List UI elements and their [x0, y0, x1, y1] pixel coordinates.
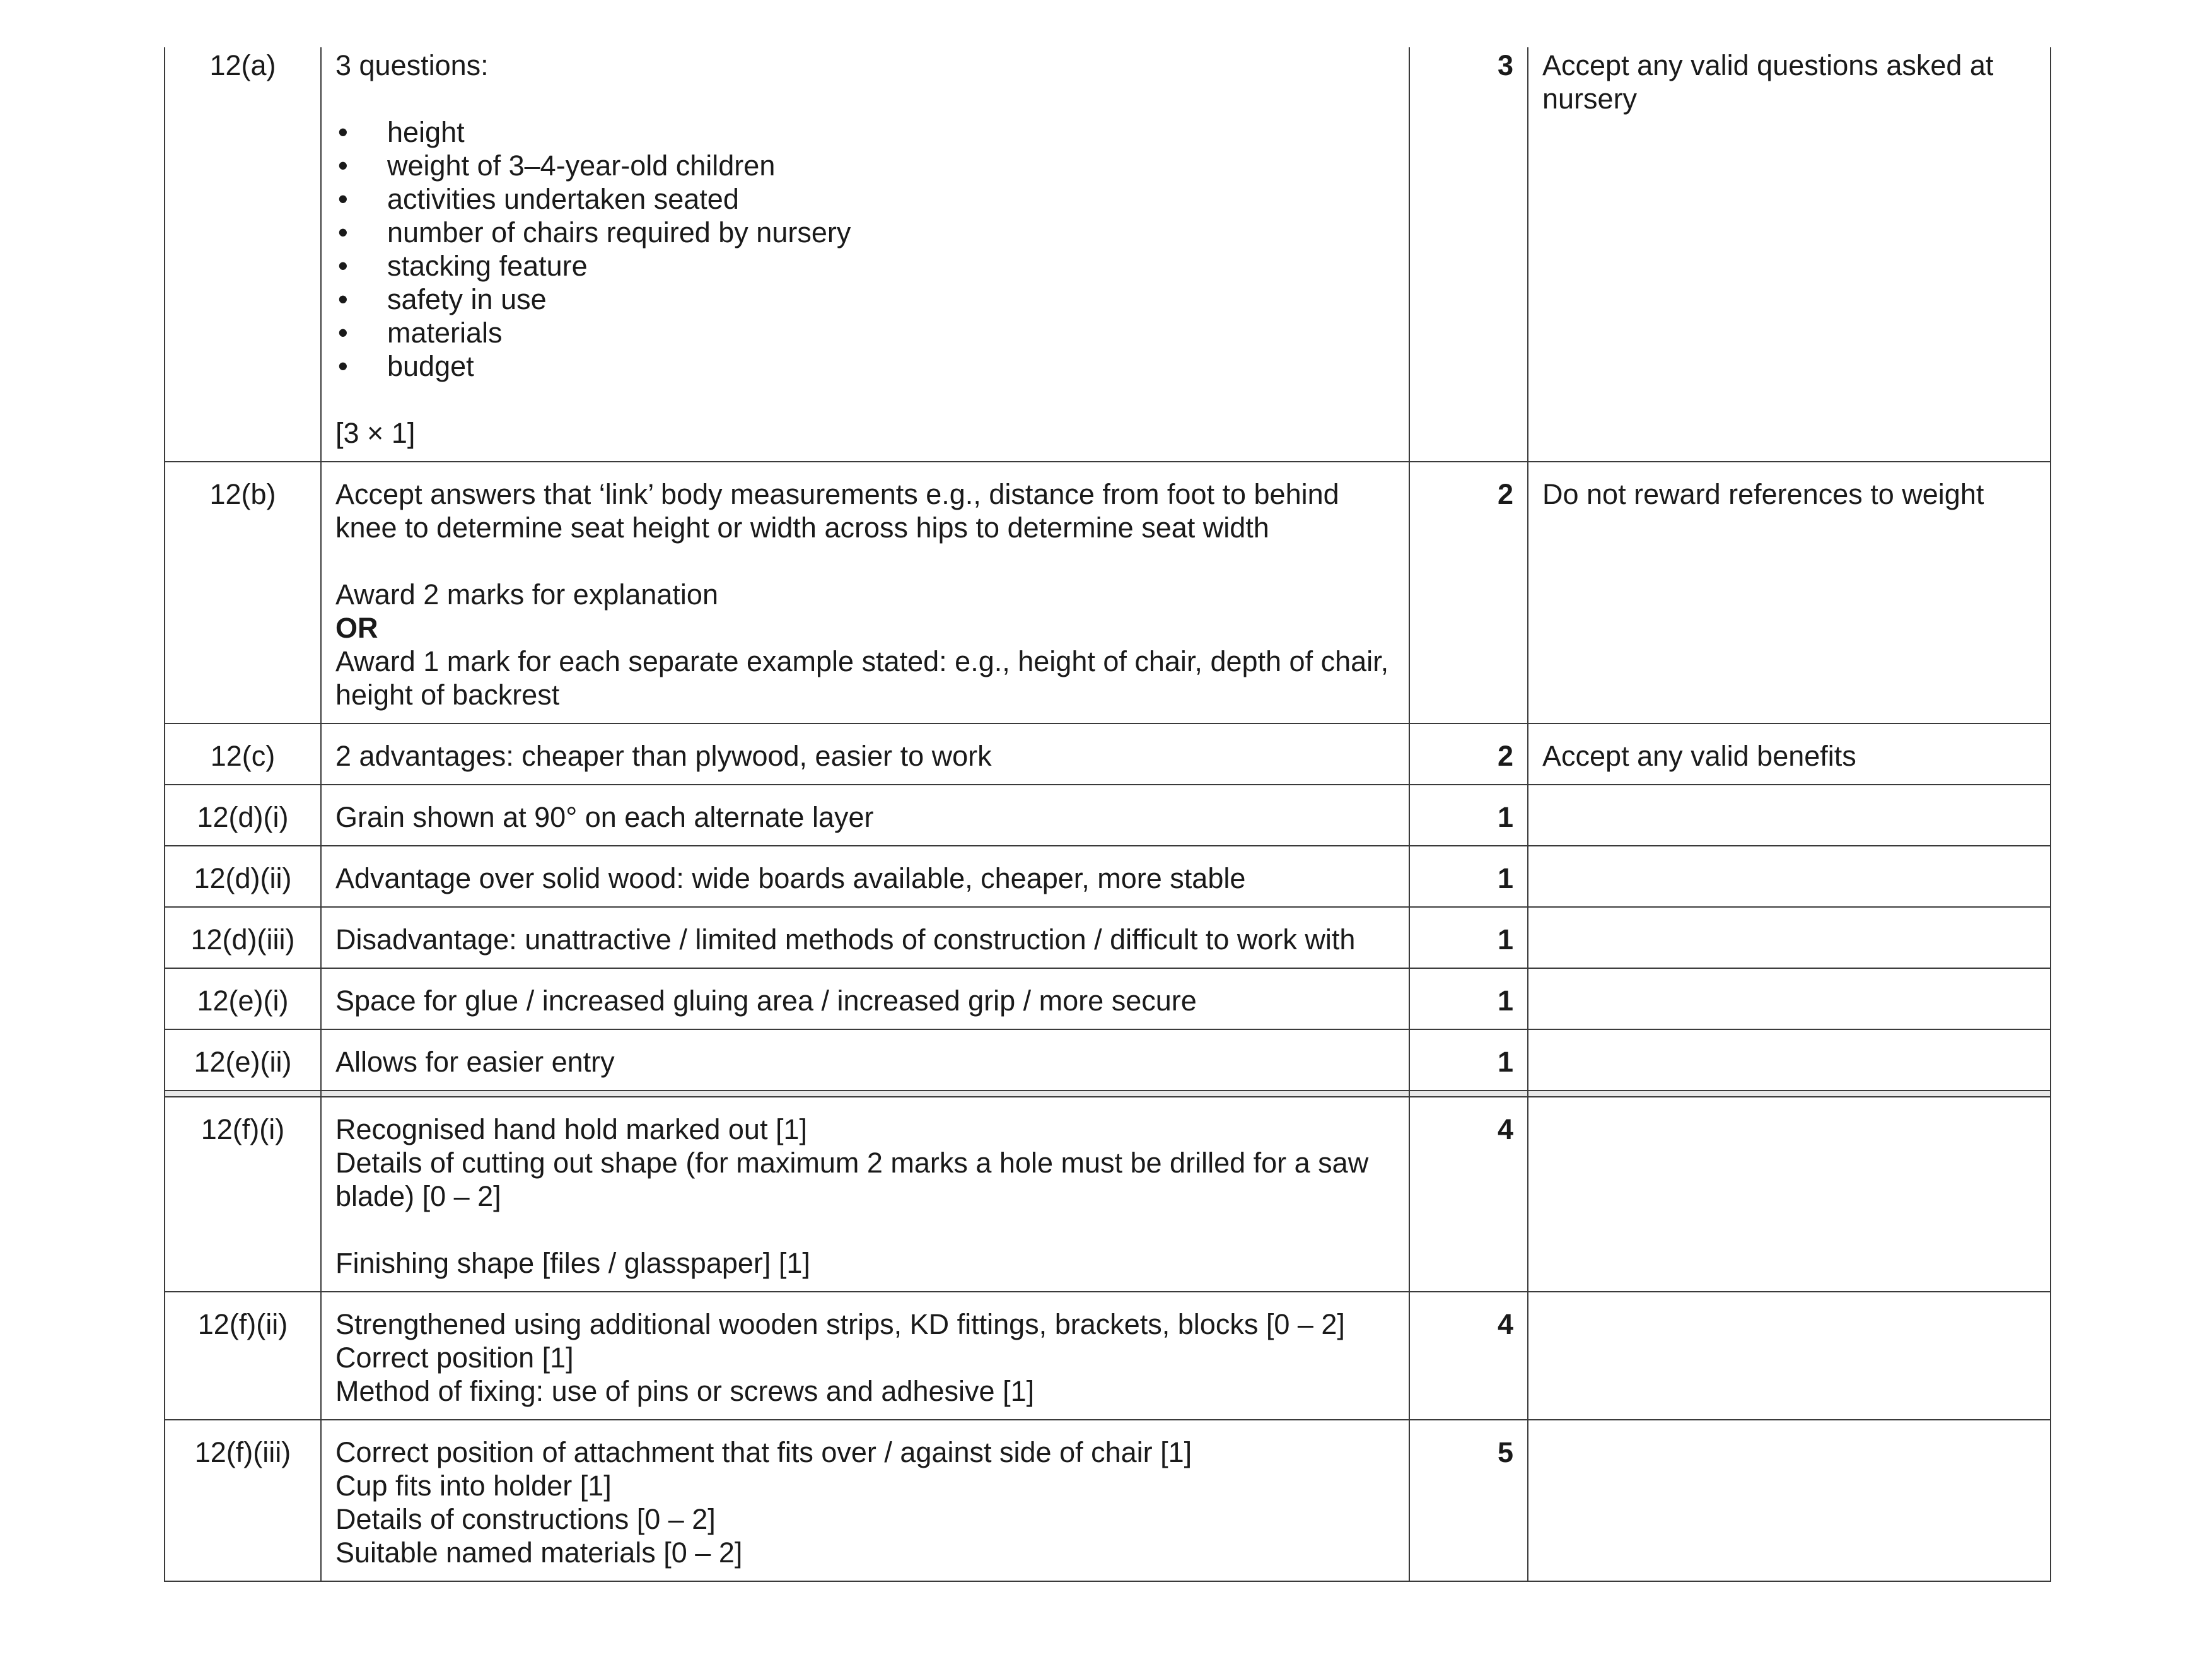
guidance-cell: Accept any valid questions asked at nursery — [1528, 47, 2051, 462]
list-item: • budget — [335, 349, 1395, 383]
answer-text: Details of constructions [0 – 2] — [335, 1503, 716, 1535]
marks-value: 1 — [1409, 785, 1528, 846]
guidance-cell — [1528, 846, 2051, 907]
question-number: 12(f)(iii) — [165, 1420, 321, 1581]
marks-value: 4 — [1409, 1097, 1528, 1292]
question-number: 12(e)(i) — [165, 968, 321, 1029]
answer-cell — [321, 1420, 1409, 1581]
guidance-cell — [1528, 1029, 2051, 1091]
table-separator — [165, 1091, 2051, 1097]
question-number: 12(d)(ii) — [165, 846, 321, 907]
answer-cell: Space for glue / increased gluing area / increased grip / more secure — [321, 968, 1409, 1029]
answer-text: Cup fits into holder [1] — [335, 1470, 612, 1502]
guidance-cell — [1528, 1420, 2051, 1581]
answer-cell: Advantage over solid wood: wide boards available, cheaper, more stable — [321, 846, 1409, 907]
table-row — [165, 462, 2051, 723]
answer-text: Strengthened using additional wooden strips, KD fittings, brackets, blocks [0 – 2] — [335, 1308, 1345, 1340]
marks-value: 2 — [1409, 462, 1528, 723]
guidance-cell — [1528, 968, 2051, 1029]
answer-text: Award 2 marks for explanation — [335, 578, 718, 611]
marks-value: 1 — [1409, 968, 1528, 1029]
question-number: 12(f)(ii) — [165, 1292, 321, 1420]
answer-cell — [321, 47, 1409, 462]
table-row — [165, 723, 2051, 785]
list-item: • activities undertaken seated — [335, 182, 1395, 216]
separator-cell — [1409, 1091, 1528, 1097]
table-row — [165, 907, 2051, 968]
list-item: • number of chairs required by nursery — [335, 216, 1395, 249]
table-row — [165, 47, 2051, 462]
answer-cell — [321, 1097, 1409, 1292]
table-row — [165, 1292, 2051, 1420]
question-number: 12(b) — [165, 462, 321, 723]
table-row — [165, 1420, 2051, 1581]
question-number: 12(d)(iii) — [165, 907, 321, 968]
list-item: • materials — [335, 316, 1395, 349]
separator-cell — [165, 1091, 321, 1097]
answer-text: Correct position of attachment that fits over / against side of chair [1] — [335, 1436, 1192, 1468]
answer-cell: Disadvantage: unattractive / limited methods of construction / difficult to work with — [321, 907, 1409, 968]
list-item: • weight of 3–4-year-old children — [335, 149, 1395, 182]
list-item: • stacking feature — [335, 249, 1395, 283]
answer-cell: 2 advantages: cheaper than plywood, easier to work — [321, 723, 1409, 785]
marks-value: 1 — [1409, 1029, 1528, 1091]
answer-bullet-list — [335, 115, 1395, 383]
table-row — [165, 1097, 2051, 1292]
guidance-cell — [1528, 1292, 2051, 1420]
answer-text: Correct position [1] — [335, 1342, 574, 1374]
separator-cell — [321, 1091, 1409, 1097]
guidance-cell — [1528, 785, 2051, 846]
guidance-cell — [1528, 907, 2051, 968]
answer-text: Suitable named materials [0 – 2] — [335, 1536, 743, 1569]
answer-text: Accept answers that ‘link’ body measurements e.g., distance from foot to behind knee to determine seat height or width across hips to determine seat width — [335, 478, 1339, 544]
list-item: • safety in use — [335, 283, 1395, 316]
table-row — [165, 785, 2051, 846]
marks-note: [3 × 1] — [335, 417, 416, 449]
table-row — [165, 1029, 2051, 1091]
guidance-cell: Do not reward references to weight — [1528, 462, 2051, 723]
list-item: • height — [335, 115, 1395, 149]
answer-cell — [321, 1292, 1409, 1420]
answer-intro: 3 questions: — [335, 49, 489, 81]
answer-cell — [321, 462, 1409, 723]
marks-value: 1 — [1409, 846, 1528, 907]
table-row — [165, 846, 2051, 907]
or-label: OR — [335, 612, 378, 644]
mark-scheme-table — [164, 47, 2051, 1582]
answer-text: Recognised hand hold marked out [1] — [335, 1113, 807, 1145]
question-number: 12(a) — [165, 47, 321, 462]
question-number: 12(c) — [165, 723, 321, 785]
marks-value: 1 — [1409, 907, 1528, 968]
marks-value: 4 — [1409, 1292, 1528, 1420]
answer-cell: Allows for easier entry — [321, 1029, 1409, 1091]
table-row — [165, 968, 2051, 1029]
answer-cell: Grain shown at 90° on each alternate layer — [321, 785, 1409, 846]
separator-cell — [1528, 1091, 2051, 1097]
guidance-cell: Accept any valid benefits — [1528, 723, 2051, 785]
guidance-cell — [1528, 1097, 2051, 1292]
marks-value: 2 — [1409, 723, 1528, 785]
answer-text: Details of cutting out shape (for maximum 2 marks a hole must be drilled for a saw blade) [0 – 2] — [335, 1147, 1369, 1212]
marks-value: 5 — [1409, 1420, 1528, 1581]
answer-text: Award 1 mark for each separate example stated: e.g., height of chair, depth of chair, height of backrest — [335, 645, 1389, 711]
question-number: 12(d)(i) — [165, 785, 321, 846]
question-number: 12(f)(i) — [165, 1097, 321, 1292]
marks-value: 3 — [1409, 47, 1528, 462]
question-number: 12(e)(ii) — [165, 1029, 321, 1091]
answer-text: Finishing shape [files / glasspaper] [1] — [335, 1247, 810, 1279]
answer-text: Method of fixing: use of pins or screws and adhesive [1] — [335, 1375, 1035, 1407]
